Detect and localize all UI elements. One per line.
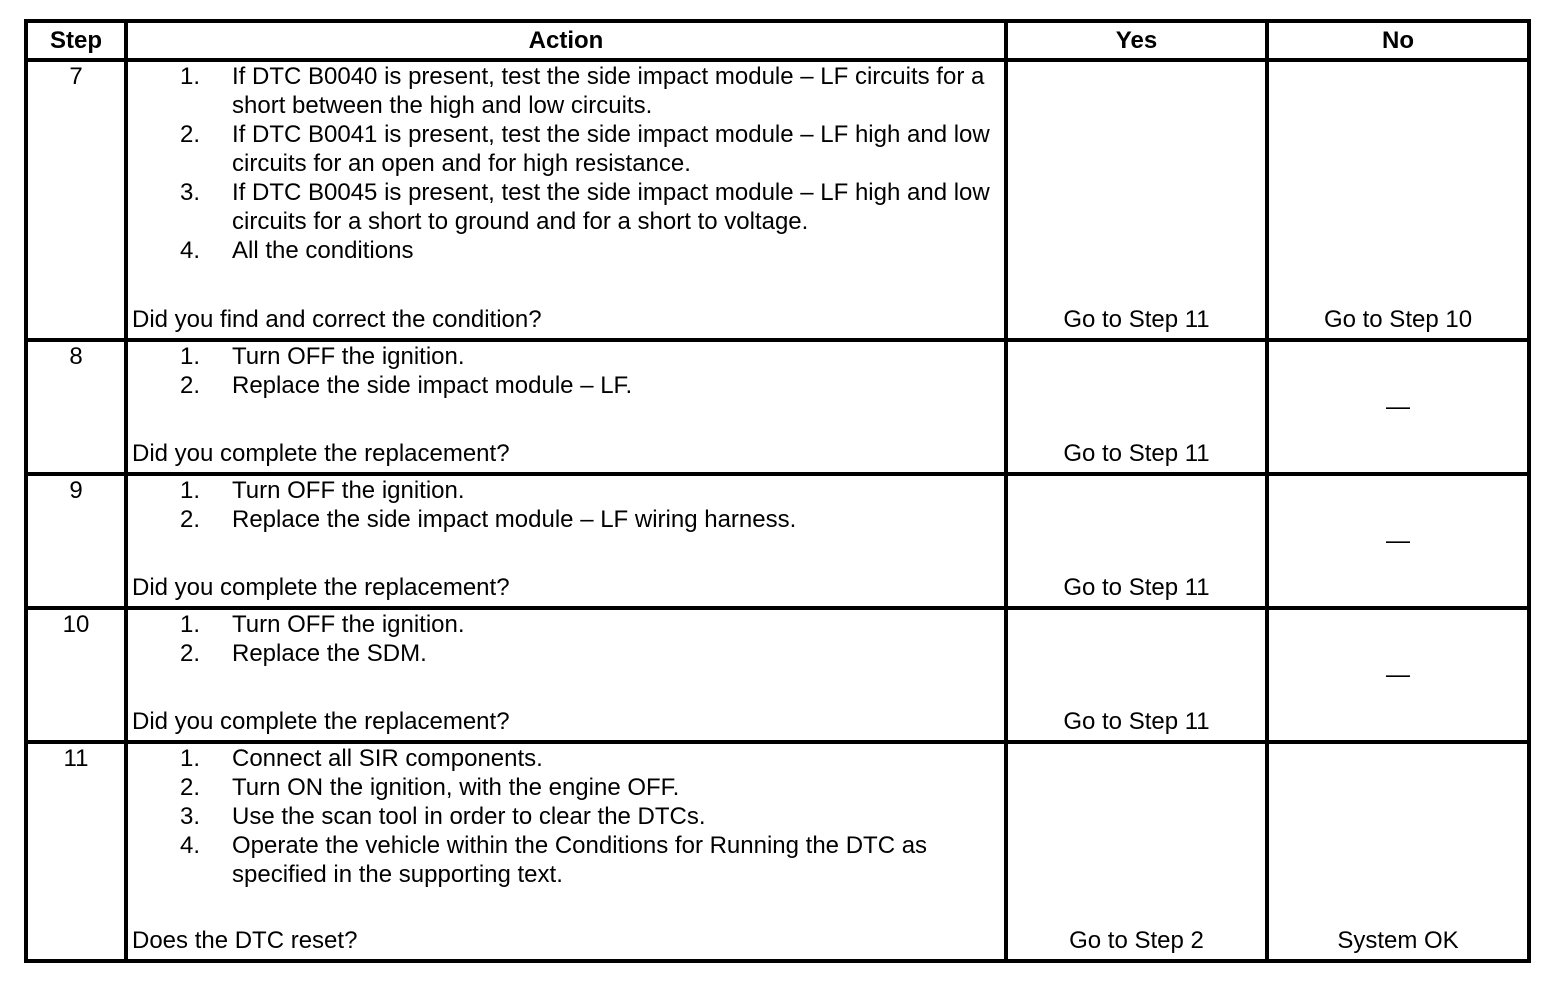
step-number: 10 [26,608,126,742]
action-cell [126,340,1006,474]
item-number: 2. [180,506,201,533]
item-number: 1. [180,343,201,370]
item-number: 2. [180,121,201,148]
list-item [128,236,1004,265]
item-text: Turn OFF the ignition. [232,343,465,370]
item-number: 3. [180,803,201,830]
action-cell [126,60,1006,340]
yes-answer: Go to Step 11 [1063,708,1210,735]
yes-cell [1006,340,1267,474]
step-number: 7 [26,60,126,340]
no-answer-dash: — [1386,527,1410,555]
item-text: Replace the side impact module – LF wiring harness. [232,506,797,533]
action-list [128,62,1004,265]
table-row [26,608,1529,742]
item-text: Use the scan tool in order to clear the DTCs. [232,803,706,830]
no-cell [1267,474,1529,608]
no-cell [1267,742,1529,961]
table-row [26,340,1529,474]
list-item [128,773,1004,802]
step-number: 11 [26,742,126,961]
yes-cell [1006,474,1267,608]
list-item [128,610,1004,639]
table-row [26,474,1529,608]
item-number: 1. [180,611,201,638]
header-row [26,21,1529,60]
yes-answer: Go to Step 11 [1063,574,1210,601]
no-cell [1267,608,1529,742]
header-no: No [1267,21,1529,60]
item-text: Replace the SDM. [232,640,427,667]
header-action: Action [126,21,1006,60]
question-text: Does the DTC reset? [132,927,358,954]
item-number: 1. [180,63,201,90]
question-text: Did you complete the replacement? [132,440,510,467]
action-cell [126,474,1006,608]
header-step: Step [26,21,126,60]
yes-answer: Go to Step 2 [1069,927,1204,954]
item-number: 2. [180,640,201,667]
list-item [128,505,1004,534]
no-cell [1267,340,1529,474]
list-item [128,178,1004,236]
step-number: 8 [26,340,126,474]
no-answer-dash: — [1386,393,1410,421]
item-text: If DTC B0041 is present, test the side impact module – LF high and low circuits for an open and for high resistance. [232,121,990,177]
list-item [128,639,1004,668]
list-item [128,120,1004,178]
yes-answer: Go to Step 11 [1063,306,1210,333]
item-text: Replace the side impact module – LF. [232,372,633,399]
list-item [128,62,1004,120]
table-row [26,60,1529,340]
list-item [128,831,1004,889]
list-item [128,476,1004,505]
question-text: Did you complete the replacement? [132,708,510,735]
item-number: 4. [180,832,201,859]
action-list [128,744,1004,889]
item-number: 3. [180,179,201,206]
item-number: 1. [180,745,201,772]
yes-answer: Go to Step 11 [1063,440,1210,467]
action-cell [126,742,1006,961]
header-yes: Yes [1006,21,1267,60]
list-item [128,802,1004,831]
yes-cell [1006,742,1267,961]
action-list [128,610,1004,668]
step-number: 9 [26,474,126,608]
question-text: Did you find and correct the condition? [132,306,542,333]
item-number: 4. [180,237,201,264]
table-row [26,742,1529,961]
item-text: If DTC B0040 is present, test the side impact module – LF circuits for a short between the high and low circuits. [232,63,985,119]
list-item [128,371,1004,400]
item-text: Turn ON the ignition, with the engine OFF. [232,774,680,801]
no-answer-dash: — [1386,661,1410,689]
yes-cell [1006,60,1267,340]
item-number: 2. [180,372,201,399]
action-list [128,476,1004,534]
item-number: 1. [180,477,201,504]
item-text: Turn OFF the ignition. [232,477,465,504]
action-list [128,342,1004,400]
item-text: Connect all SIR components. [232,745,543,772]
item-text: Turn OFF the ignition. [232,611,465,638]
no-answer: Go to Step 10 [1323,306,1473,333]
diagnostic-table [24,19,1531,963]
item-text: Operate the vehicle within the Conditions for Running the DTC as specified in the supporting text. [232,832,928,888]
item-number: 2. [180,774,201,801]
no-cell [1267,60,1529,340]
item-text: If DTC B0045 is present, test the side impact module – LF high and low circuits for a short to ground and for a short to voltage. [232,179,990,235]
no-answer: System OK [1337,927,1459,954]
action-cell [126,608,1006,742]
question-text: Did you complete the replacement? [132,574,510,601]
list-item [128,342,1004,371]
list-item [128,744,1004,773]
item-text: All the conditions [232,237,414,264]
yes-cell [1006,608,1267,742]
